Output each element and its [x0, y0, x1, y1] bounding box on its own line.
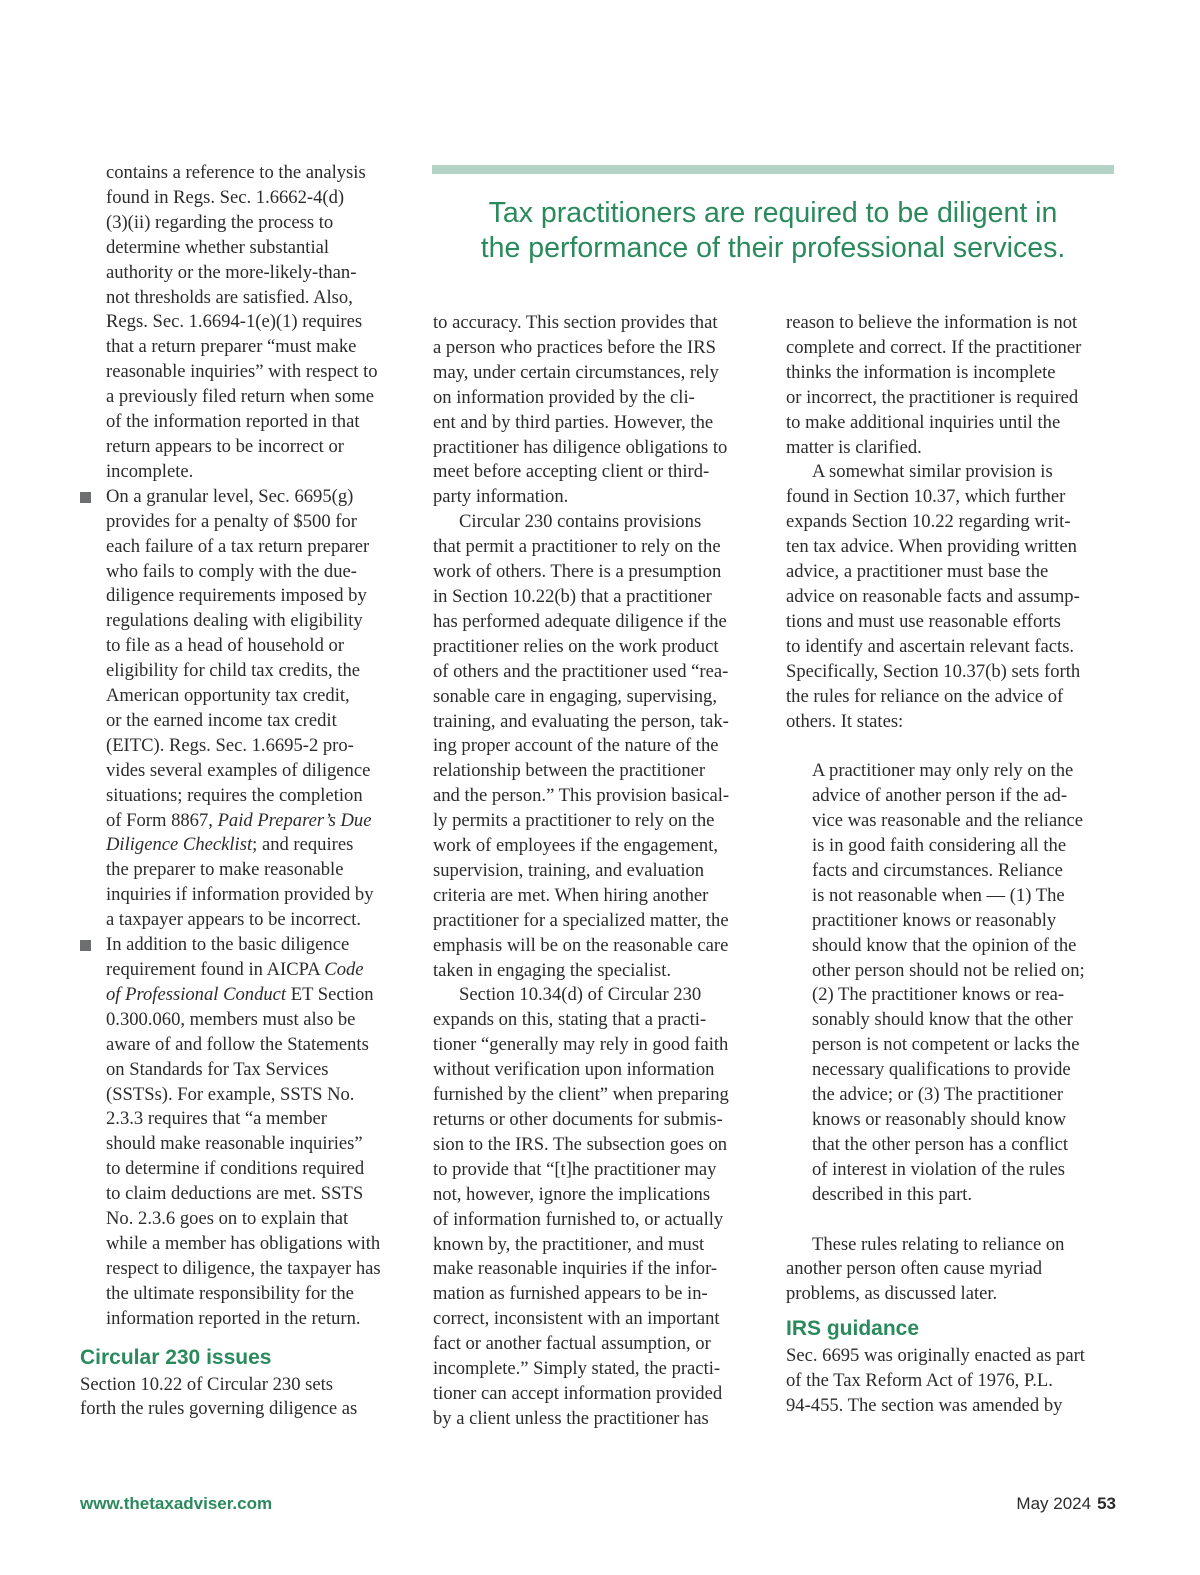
text-line: regulations dealing with eligibility — [106, 610, 363, 632]
text-line: or incorrect, the practitioner is required — [786, 386, 1079, 408]
footer-website-link[interactable]: www.thetaxadviser.com — [80, 1494, 273, 1513]
square-bullet-icon — [80, 940, 91, 951]
text-line: should make reasonable inquiries” — [106, 1133, 363, 1155]
text-line: another person often cause myriad — [786, 1258, 1043, 1280]
text-line: who fails to comply with the due- — [106, 560, 357, 582]
text-line: contains a reference to the analysis — [106, 162, 366, 183]
column-1 — [80, 161, 415, 1422]
text-line: to claim deductions are met. SSTS — [106, 1183, 364, 1205]
quote-line: described in this part. — [812, 1183, 973, 1205]
bullet-item-aicpa — [106, 933, 415, 1332]
quote-line: that the other person has a conflict — [812, 1133, 1069, 1155]
text-line: training, and evaluating the person, tak- — [433, 710, 729, 732]
text-run: of Form 8867, — [106, 809, 218, 831]
text-line: the rules for reliance on the advice of — [786, 685, 1064, 707]
quote-line: other person should not be relied on; — [812, 959, 1085, 981]
text-line: a taxpayer appears to be incorrect. — [106, 909, 362, 931]
text-line: of information furnished to, or actually — [433, 1208, 724, 1230]
text-line: vides several examples of diligence — [106, 759, 371, 781]
text-line: to accuracy. This section provides that — [433, 312, 718, 333]
column-2 — [433, 311, 768, 1432]
text-line: complete and correct. If the practitioner — [786, 336, 1082, 358]
text-line: On a granular level, Sec. 6695(g) — [106, 485, 354, 507]
text-line: Section 10.34(d) of Circular 230 — [459, 984, 702, 1006]
pull-quote-line: Tax practitioners are required to be diligent in — [488, 197, 1058, 229]
section-heading-circular-230: Circular 230 issues — [80, 1345, 272, 1369]
text-line: may, under certain circumstances, rely — [433, 361, 719, 383]
text-line: practitioner has diligence obligations to — [433, 436, 728, 458]
text-line: found in Section 10.37, which further — [786, 486, 1066, 508]
text-line: inquiries if information provided by — [106, 884, 374, 906]
text-line: to identify and ascertain relevant facts. — [786, 635, 1075, 657]
text-line: incomplete. — [106, 460, 194, 482]
pull-quote — [432, 196, 1114, 266]
text-line: ent and by third parties. However, the — [433, 411, 714, 433]
quote-line: the advice; or (3) The practitioner — [812, 1084, 1064, 1106]
text-line: ing proper account of the nature of the — [433, 735, 719, 757]
quote-line: is in good faith considering all the — [812, 835, 1067, 857]
text-run: ; and requires — [252, 834, 354, 856]
text-line: make reasonable inquiries if the infor- — [433, 1258, 718, 1280]
text-line: American opportunity tax credit, — [106, 685, 350, 707]
text-line: and the person.” This provision basical- — [433, 785, 730, 807]
text-line: expands on this, stating that a practi- — [433, 1009, 707, 1031]
text-line: 2.3.3 requires that “a member — [106, 1108, 327, 1130]
quote-line: knows or reasonably should know — [812, 1108, 1067, 1130]
text-line — [106, 958, 415, 983]
text-run: ET Section — [286, 983, 374, 1005]
text-line: of the Tax Reform Act of 1976, P.L. — [786, 1370, 1053, 1392]
text-line: (EITC). Regs. Sec. 1.6695-2 pro- — [106, 734, 354, 756]
quote-line: vice was reasonable and the reliance — [812, 810, 1084, 832]
text-line: returns or other documents for submis- — [433, 1109, 723, 1130]
text-line: on information provided by the cli- — [433, 386, 695, 408]
text-line: Regs. Sec. 1.6694-1(e)(1) requires — [106, 311, 363, 333]
text-line: on Standards for Tax Services — [106, 1058, 329, 1080]
code-title-italic: Code — [324, 959, 364, 980]
text-line: emphasis will be on the reasonable care — [433, 934, 729, 956]
text-line: has performed adequate diligence if the — [433, 610, 727, 632]
text-line: tions and must use reasonable efforts — [786, 610, 1061, 632]
text-line: or the earned income tax credit — [106, 709, 337, 731]
square-bullet-icon — [80, 492, 91, 503]
text-line: by a client unless the practitioner has — [433, 1407, 709, 1429]
text-line: meet before accepting client or third- — [433, 461, 710, 483]
text-line: diligence requirements imposed by — [106, 585, 367, 607]
footer-folio — [1016, 1494, 1116, 1514]
text-line: of the information reported in that — [106, 411, 360, 433]
text-line — [106, 983, 415, 1008]
quote-line: necessary qualifications to provide — [812, 1059, 1071, 1081]
text-line: authority or the more-likely-than- — [106, 261, 357, 283]
text-line: thinks the information is incomplete — [786, 361, 1056, 383]
form-title-italic: Paid Preparer’s Due — [217, 809, 372, 831]
text-line: work of others. There is a presumption — [433, 561, 722, 583]
text-line: provides for a penalty of $500 for — [106, 510, 357, 532]
text-line: information reported in the return. — [106, 1307, 361, 1329]
quote-line: is not reasonable when — (1) The — [812, 884, 1065, 906]
form-title-italic: Diligence Checklist — [106, 834, 253, 856]
text-line: without verification upon information — [433, 1059, 715, 1081]
text-line: reasonable inquiries” with respect to — [106, 361, 378, 383]
text-line: forth the rules governing diligence as — [80, 1398, 358, 1420]
col1-intro — [80, 161, 415, 1332]
page-number: 53 — [1097, 1494, 1116, 1513]
text-line — [106, 833, 415, 858]
text-line: 0.300.060, members must also be — [106, 1008, 356, 1030]
quote-line: sonably should know that the other — [812, 1009, 1073, 1031]
pull-quote-line: the performance of their professional services. — [480, 232, 1066, 264]
text-line: advice, a practitioner must base the — [786, 561, 1049, 583]
text-line: work of employees if the engagement, — [433, 835, 719, 857]
text-line: a person who practices before the IRS — [433, 336, 716, 358]
text-line: (SSTSs). For example, SSTS No. — [106, 1083, 355, 1105]
text-line: respect to diligence, the taxpayer has — [106, 1257, 381, 1279]
text-line: 94-455. The section was amended by — [786, 1394, 1063, 1416]
text-line: found in Regs. Sec. 1.6662-4(d) — [106, 186, 345, 208]
quote-line: A practitioner may only rely on the — [812, 760, 1074, 782]
quote-line: of interest in violation of the rules — [812, 1158, 1066, 1180]
text-line: while a member has obligations with — [106, 1232, 381, 1254]
quote-line: should know that the opinion of the — [812, 934, 1077, 956]
quote-line: (2) The practitioner knows or rea- — [812, 984, 1065, 1006]
issue-date: May 2024 — [1016, 1494, 1092, 1513]
text-line: ly permits a practitioner to rely on the — [433, 810, 715, 832]
text-line: to file as a head of household or — [106, 635, 345, 657]
text-line: the ultimate responsibility for the — [106, 1282, 354, 1304]
text-line: that permit a practitioner to rely on the — [433, 536, 721, 558]
text-line: others. It states: — [786, 710, 904, 732]
text-line: problems, as discussed later. — [786, 1283, 998, 1305]
text-line: practitioner relies on the work product — [433, 635, 719, 657]
text-line: matter is clarified. — [786, 436, 922, 458]
text-line: ten tax advice. When providing written — [786, 536, 1077, 558]
text-line: reason to believe the information is not — [786, 312, 1078, 333]
text-line: expands Section 10.22 regarding writ- — [786, 511, 1071, 533]
code-title-italic: of Professional Conduct — [106, 983, 287, 1005]
text-line — [106, 809, 415, 834]
text-line: Circular 230 contains provisions — [459, 511, 702, 533]
text-line: to make additional inquiries until the — [786, 411, 1061, 433]
quote-line: practitioner knows or reasonably — [812, 909, 1057, 931]
text-line: not, however, ignore the implications — [433, 1183, 711, 1205]
text-line: not thresholds are satisfied. Also, — [106, 286, 353, 308]
text-line: to provide that “[t]he practitioner may — [433, 1158, 717, 1180]
text-line: incomplete.” Simply stated, the practi- — [433, 1358, 721, 1380]
text-line: eligibility for child tax credits, the — [106, 660, 361, 682]
quote-line: advice of another person if the ad- — [812, 785, 1068, 807]
text-line: known by, the practitioner, and must — [433, 1233, 705, 1255]
text-line: fact or another factual assumption, or — [433, 1333, 711, 1355]
bullet-item-6695g — [106, 485, 415, 933]
text-line: These rules relating to reliance on — [812, 1233, 1065, 1255]
text-line: correct, inconsistent with an important — [433, 1308, 720, 1330]
quote-line: person is not competent or lacks the — [812, 1034, 1080, 1056]
text-line: return appears to be incorrect or — [106, 435, 344, 457]
section-heading-irs-guidance: IRS guidance — [786, 1317, 920, 1341]
text-line: relationship between the practitioner — [433, 760, 706, 782]
text-line: sonable care in engaging, supervising, — [433, 685, 717, 707]
column-3 — [786, 311, 1121, 1419]
text-line: mation as furnished appears to be in- — [433, 1283, 708, 1305]
text-line: situations; requires the completion — [106, 784, 363, 806]
text-run: requirement found in AICPA — [106, 959, 325, 980]
text-line: tioner “generally may rely in good faith — [433, 1034, 729, 1056]
text-line: advice on reasonable facts and assump- — [786, 585, 1080, 607]
text-line: sion to the IRS. The subsection goes on — [433, 1133, 728, 1155]
text-line: Sec. 6695 was originally enacted as part — [786, 1345, 1085, 1367]
text-line: in Section 10.22(b) that a practitioner — [433, 585, 712, 607]
text-line: A somewhat similar provision is — [812, 461, 1053, 483]
pull-quote-rule — [432, 165, 1114, 174]
text-line: tioner can accept information provided — [433, 1382, 723, 1404]
text-line: aware of and follow the Statements — [106, 1033, 369, 1055]
text-line: In addition to the basic diligence — [106, 934, 350, 956]
text-line: of others and the practitioner used “rea- — [433, 660, 729, 682]
text-line: taken in engaging the specialist. — [433, 959, 672, 981]
text-line: each failure of a tax return preparer — [106, 535, 370, 557]
text-line: practitioner for a specialized matter, the — [433, 909, 729, 931]
text-line: that a return preparer “must make — [106, 336, 357, 358]
quote-line: facts and circumstances. Reliance — [812, 859, 1063, 881]
text-line: the preparer to make reasonable — [106, 859, 344, 881]
text-line: furnished by the client” when preparing — [433, 1084, 729, 1106]
text-line: (3)(ii) regarding the process to — [106, 211, 334, 233]
text-line: determine whether substantial — [106, 236, 330, 258]
spacer — [786, 1208, 1121, 1233]
text-line: to determine if conditions required — [106, 1158, 365, 1180]
block-quote — [786, 759, 1121, 1207]
text-line: Section 10.22 of Circular 230 sets — [80, 1373, 334, 1395]
spacer — [786, 734, 1121, 759]
text-line: Specifically, Section 10.37(b) sets forth — [786, 660, 1081, 682]
text-line: a previously filed return when some — [106, 386, 374, 408]
text-line: No. 2.3.6 goes on to explain that — [106, 1208, 349, 1230]
text-line: party information. — [433, 486, 569, 508]
text-line: criteria are met. When hiring another — [433, 884, 709, 906]
text-line: supervision, training, and evaluation — [433, 859, 705, 881]
